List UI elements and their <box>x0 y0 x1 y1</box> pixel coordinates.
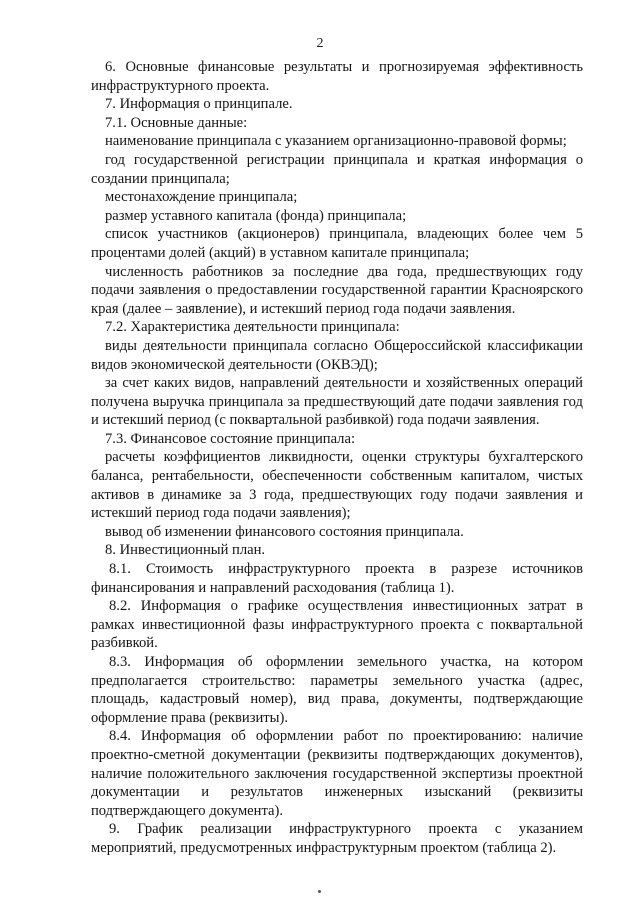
paragraph-principal-name: наименование принципала с указанием организационно-правовой формы; <box>105 133 567 150</box>
paragraph-8-2-schedule: 8.2. Информация о графике осуществления инвестиционных затрат в рамках инвестиционной фазы инфраструктурного проекта с поквартальной разбивкой. <box>91 598 583 652</box>
paragraph-9-implementation-schedule: 9. График реализации инфраструктурного проекта с указанием мероприятий, предусмотренных инфраструктурным проектом (таблица 2). <box>91 821 583 856</box>
paragraph-7-1-basic-data: 7.1. Основные данные: <box>105 114 248 131</box>
paragraph-8-investment-plan: 8. Инвестиционный план. <box>105 542 266 559</box>
paragraph-location: местонахождение принципала; <box>105 189 298 206</box>
paragraph-employee-count: численность работников за последние два года, предшествующих году подачи заявления о предоставлении государственной гарантии Красноярского края (далее – заявление), и истекший период года подачи заявления. <box>91 263 583 317</box>
paragraph-okved: виды деятельности принципала согласно Общероссийской классификации видов экономической деятельности (ОКВЭД); <box>91 337 583 373</box>
paragraph-8-1-cost: 8.1. Стоимость инфраструктурного проекта в разрезе источников финансирования и направлений расходования (таблица 1). <box>91 561 583 596</box>
paragraph-6-financial-results: 6. Основные финансовые результаты и прогнозируемая эффективность инфраструктурного проекта. <box>91 59 583 94</box>
paragraph-registration-year: год государственной регистрации принципала и краткая информация о создании принципала; <box>91 151 583 187</box>
paragraph-revenue-sources: за счет каких видов, направлений деятельности и хозяйственных операций получена выручка принципала за предшествующий дате подачи заявления год и истекший период (с поквартальной разбивкой) года подачи заявления. <box>91 375 583 429</box>
scan-speck <box>318 890 321 893</box>
page-number: 2 <box>316 36 324 51</box>
paragraph-financial-conclusion: вывод об изменении финансового состояния принципала. <box>105 523 464 540</box>
paragraph-shareholders-list: список участников (акционеров) принципала, владеющих более чем 5 процентами долей (акций) в уставном капитале принципала; <box>91 226 583 261</box>
paragraph-7-2-activity: 7.2. Характеристика деятельности принципала: <box>105 319 400 336</box>
paragraph-7-principal-info: 7. Информация о принципале. <box>105 96 293 113</box>
paragraph-8-3-land-plot: 8.3. Информация об оформлении земельного участка, на котором предполагается строительство: параметры земельного участка (адрес, площадь, кадастровый номер), вид права, документы, подтверждающие оформление права (реквизиты). <box>91 654 583 726</box>
paragraph-charter-capital: размер уставного капитала (фонда) принципала; <box>105 207 407 224</box>
paragraph-7-3-financial-state: 7.3. Финансовое состояние принципала: <box>105 430 355 447</box>
document-body <box>91 58 583 858</box>
paragraph-8-4-design-works: 8.4. Информация об оформлении работ по проектированию: наличие проектно-сметной документации (реквизиты подтверждающих документов), наличие положительного заключения государственной экспертизы проектной документации и результатов инженерных изысканий (реквизиты подтверждающего документа). <box>91 728 583 819</box>
paragraph-ratios: расчеты коэффициентов ликвидности, оценки структуры бухгалтерского баланса, рентабельности, обеспеченности собственным капиталом, чистых активов в динамике за 3 года, предшествующих году подачи заявления и истекший период года подачи заявления); <box>91 449 583 522</box>
